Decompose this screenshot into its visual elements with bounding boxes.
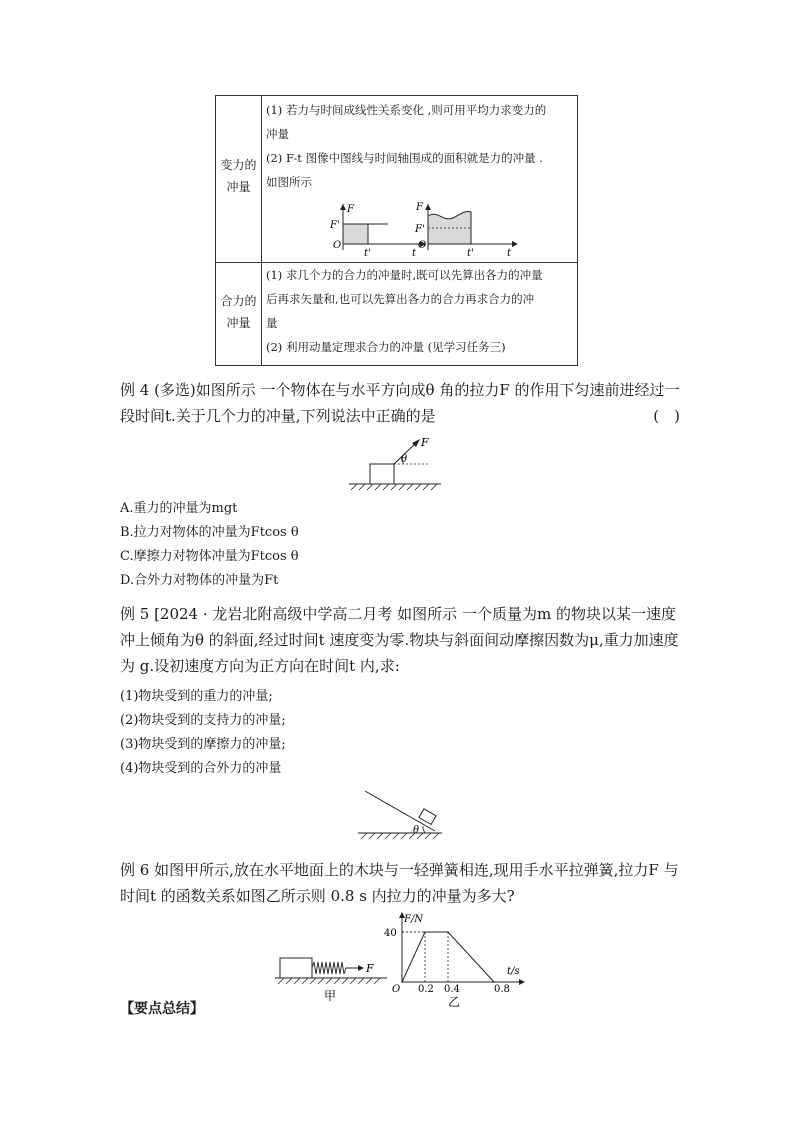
y-tick-label: 40 xyxy=(384,928,397,939)
label-line: 冲量 xyxy=(226,316,251,330)
angle-label: θ xyxy=(413,825,420,836)
data-point xyxy=(424,931,426,933)
row-label-net-force xyxy=(216,290,261,334)
axis-label: t xyxy=(507,248,512,258)
angle-label: θ xyxy=(401,454,408,465)
tick-label: F' xyxy=(330,220,340,231)
subquestion: (3)物块受到的摩擦力的冲量; xyxy=(120,737,286,752)
x-axis-label: t/s xyxy=(507,966,520,977)
method-table xyxy=(215,95,578,366)
x-tick-label: 0.2 xyxy=(418,984,434,995)
example5-subquestions xyxy=(120,685,520,781)
x-tick-label: 0.8 xyxy=(494,984,510,995)
axis-label: F xyxy=(416,202,423,213)
label-line: 合力的 xyxy=(220,294,257,308)
example6-question xyxy=(120,857,680,909)
subquestion: (1)物块受到的重力的冲量; xyxy=(120,689,273,704)
tick-label: t' xyxy=(467,248,474,258)
force-label: F xyxy=(366,962,374,975)
question-line: 冲上倾角为θ 的斜面,经过时间t 速度变为零.物块与斜面间动摩擦因数为μ,重力加速度 xyxy=(120,631,679,649)
y-axis-label: F/N xyxy=(404,914,424,925)
option-a: A.重力的冲量为mgt xyxy=(120,501,238,516)
data-point xyxy=(493,981,495,983)
content-line: 冲量 xyxy=(266,127,289,141)
content-line: (2) 利用动量定理求合力的冲量 (见学习任务三) xyxy=(266,340,506,354)
content-line: 如图所示 xyxy=(266,175,312,189)
question-line: 时间t 的函数关系如图乙所示则 0.8 s 内拉力的冲量为多大? xyxy=(120,887,515,905)
example4-question xyxy=(120,377,680,429)
x-tick-label: 0.4 xyxy=(444,984,460,995)
content-line: (1) 求几个力的合力的冲量时,既可以先算出各力的冲量 xyxy=(266,268,543,282)
option-b: B.拉力对物体的冲量为Ftcos θ xyxy=(120,525,299,540)
table-row-variable-force xyxy=(216,96,577,263)
origin-label: O xyxy=(392,984,401,995)
label-line: 变力的 xyxy=(220,158,257,172)
figure-incline xyxy=(355,785,445,840)
subquestion: (2)物块受到的支持力的冲量; xyxy=(120,713,286,728)
graph-varying-force xyxy=(413,200,523,258)
content-line: (1) 若力与时间成线性关系变化 ,则可用平均力求变力的 xyxy=(266,103,547,117)
question-line: 例 4 (多选)如图所示 一个物体在与水平方向成θ 角的拉力F 的作用下匀速前进经过一 xyxy=(120,381,680,399)
figure-caption: 甲 xyxy=(324,989,337,1003)
data-point xyxy=(447,931,449,933)
row-content-variable-force xyxy=(266,98,574,194)
tick-label: F' xyxy=(415,224,425,235)
option-d: D.合外力对物体的冲量为Ft xyxy=(120,573,279,588)
axis-label: t xyxy=(412,248,417,258)
force-label: F xyxy=(421,436,429,449)
table-row-net-force xyxy=(216,262,577,366)
tick-label: t' xyxy=(364,248,371,258)
subquestion: (4)物块受到的合外力的冲量 xyxy=(120,761,282,776)
content-line: 后再求矢量和,也可以先算出各力的合力再求合力的冲 xyxy=(266,292,535,306)
figure-block-pulled xyxy=(345,436,445,491)
content-line: (2) F-t 图像中图线与时间轴围成的面积就是力的冲量 . xyxy=(266,151,543,165)
question-line: 为 g.设初速度方向为正方向在时间t 内,求: xyxy=(120,657,400,675)
question-line: 段时间t.关于几个力的冲量,下列说法中正确的是 xyxy=(120,407,436,425)
content-line: 量 xyxy=(266,316,278,330)
question-line: 例 6 如图甲所示,放在水平地面上的木块与一轻弹簧相连,现用手水平拉弹簧,拉力F 与 xyxy=(120,861,679,879)
figure-spring-block xyxy=(272,950,392,1008)
option-c: C.摩擦力对物体冲量为Ftcos θ xyxy=(120,549,299,564)
row-content-net-force xyxy=(266,263,574,359)
data-point xyxy=(401,981,403,983)
origin-label: O xyxy=(418,240,427,251)
summary-heading: 【要点总结】 xyxy=(120,1001,204,1017)
label-line: 冲量 xyxy=(226,180,251,194)
chart-force-time xyxy=(382,910,532,1010)
example5-question xyxy=(120,601,680,679)
origin-label: O xyxy=(333,240,342,251)
example4-options xyxy=(120,497,520,593)
answer-blank: ( ) xyxy=(653,407,680,425)
axis-label: F xyxy=(347,204,354,215)
question-line: 例 5 [2024 · 龙岩北附高级中学高二月考 如图所示 一个质量为m 的物块以某一速度 xyxy=(120,605,676,623)
row-label-variable-force xyxy=(216,154,261,198)
figure-caption: 乙 xyxy=(448,995,461,1009)
